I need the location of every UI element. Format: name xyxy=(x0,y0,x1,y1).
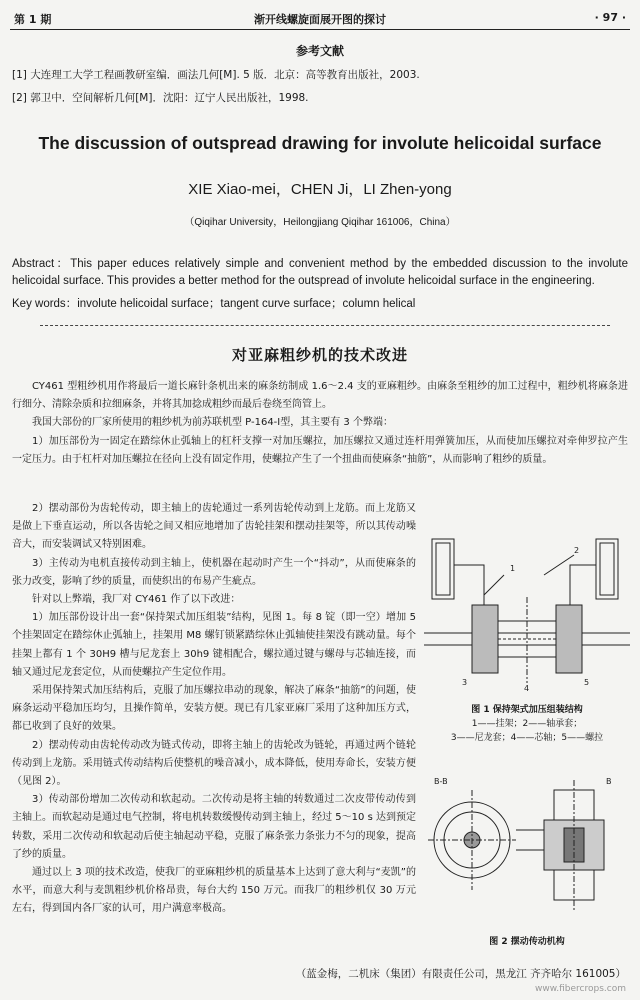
body-text-left-column xyxy=(12,500,416,919)
svg-text:1: 1 xyxy=(510,564,516,573)
figure-2-caption xyxy=(420,935,634,949)
references-heading: 参考文献 xyxy=(295,44,344,58)
paragraph: 1）加压部份设计出一套“保持架式加压组装”结构，见图 1。每 8 锭（即一空）增加 5 个挂架固定在踏综休止弧轴上，挂架用 M8 螺钉锁紧踏综休止弧轴使挂架没有跳动量。每个挂架上都有 1 个 30H9 槽与尼龙套上 30h9 键相配合，螺拉通过键与螺母与芯轴连接，而轴又通过尼龙套定位，从而使螺拉产生定位作用。 xyxy=(12,612,416,678)
page-number: · 97 · xyxy=(594,11,626,24)
reference-item: [2] 郭卫中．空间解析几何[M]．沈阳：辽宁人民出版社，1998. xyxy=(12,92,309,104)
english-abstract xyxy=(12,256,628,289)
figure-2-label-left: B-B xyxy=(434,777,448,786)
section-divider xyxy=(40,325,610,326)
paragraph: 通过以上 3 项的技术改造，使我厂的亚麻粗纱机的质量基本上达到了意大利与“麦凯”的水平，而意大利与麦凯粗纱机价格昂贵，每台大约 150 万元。而我厂的粗纱机仅 30 万元左右，得到国内各厂家的认可，用户满意率极高。 xyxy=(12,867,416,915)
paragraph: 2）摆动传动由齿轮传动改为链式传动，即将主轴上的齿轮改为链轮，再通过两个链轮传动到上龙筋。采用链式传动结构后使整机的噪音减小，成本降低，使用寿命长，安装方便（见图 2）。 xyxy=(12,739,416,788)
abstract-label: Abstract： xyxy=(12,258,71,270)
paragraph: 采用保持架式加压结构后，克服了加压螺拉串动的现象，解决了麻条“抽筋”的问题，使麻条运动平稳加压均匀，且操作简单，安装方便。现已有几家亚麻厂采用了这种加压方式，都已收到了良好的效果。 xyxy=(12,685,416,733)
figure-2-drawing xyxy=(424,770,630,930)
figure-1-drawing xyxy=(424,535,630,695)
paragraph: 3）传动部份增加二次传动和软起动。二次传动是将主轴的转数通过二次皮带传动传到主轴上。而软起动是通过电气控制，将电机转数缓慢传动到主轴上，经过 5～10 s 达到预定转数，采用二次传动和软起动后使主轴起动平稳，克服了麻条张力条张力不匀的现象，提高了纱的质量。 xyxy=(12,794,416,860)
figure-1-caption xyxy=(420,703,634,745)
figure-2-title: 图 2 摆动传动机构 xyxy=(489,937,565,947)
english-article-authors: XIE Xiao-mei，CHEN Ji，LI Zhen-yong xyxy=(188,181,452,198)
issue-label: 第 1 期 xyxy=(14,13,52,26)
svg-text:4: 4 xyxy=(524,684,530,693)
paragraph: CY461 型粗纱机用作将最后一道长麻针条机出来的麻条纺制成 1.6～2.4 支的亚麻粗纱。由麻条至粗纱的加工过程中，粗纱机将麻条进行细分、清除杂质和拉细麻条，并将其加捻成粗纱而最后卷绕至筒管上。 xyxy=(12,381,628,411)
running-header xyxy=(10,8,630,30)
paragraph: 我国大部份的厂家所使用的粗纱机为前苏联机型 P-164-Ⅰ型，其主要有 3 个弊端： xyxy=(32,417,393,429)
body-text-full-top xyxy=(12,378,628,469)
running-title: 渐开线螺旋面展开图的探讨 xyxy=(254,13,386,26)
figure-1-legend: 1——挂架；2——轴承套； xyxy=(471,719,583,729)
article-source: （蓝金梅，二机床（集团）有限责任公司，黑龙江 齐齐哈尔 161005） xyxy=(295,968,626,980)
reference-item: [1] 大连理工大学工程画教研室编．画法几何[M]. 5 版．北京：高等教育出版社，2003. xyxy=(12,69,420,81)
chinese-article-title: 对亚麻粗纱机的技术改进 xyxy=(231,346,408,364)
paragraph: 2）摆动部份为齿轮传动，即主轴上的齿轮通过一系列齿轮传动到上龙筋。而上龙筋又是做上下垂直运动，所以各齿轮之间又相应地增加了齿轮挂架和摆动挂架等，所以其传动噪音大，而安装调试又特别困难。 xyxy=(12,503,416,551)
paragraph: 针对以上弊端，我厂对 CY461 作了以下改进： xyxy=(32,594,241,606)
watermark: www.fibercrops.com xyxy=(535,984,626,994)
paragraph: 3）主传动为电机直接传动到主轴上，使机器在起动时产生一个“抖动”，从而使麻条的张力改变，影响了纱的质量，而使织出的布易产生疵点。 xyxy=(12,557,416,587)
keywords-text: involute helicoidal surface；tangent curve surface；column helical xyxy=(77,298,416,310)
english-keywords xyxy=(12,296,628,312)
figure-2-svg xyxy=(424,770,630,930)
svg-text:3: 3 xyxy=(462,678,468,687)
paragraph: 1）加压部份为一固定在踏综休止弧轴上的杠杆支撑一对加压螺拉，加压螺拉又通过连杆用弹簧加压，从而使加压螺拉对牵伸罗拉产生一定压力。由于杠杆对加压螺拉在径向上没有固定作用，使螺拉产生了一个扭曲而使麻条“抽筋”，从而影响了粗纱的质量。 xyxy=(12,435,628,465)
english-article-title: The discussion of outspread drawing for involute helicoidal surface xyxy=(38,133,602,153)
figure-1-legend: 3——尼龙套；4——芯轴；5——螺拉 xyxy=(450,733,604,743)
figure-1-title: 图 1 保持架式加压组装结构 xyxy=(471,705,583,715)
figure-1-svg xyxy=(424,535,630,695)
figure-2-label-right: B xyxy=(606,777,612,786)
svg-text:2: 2 xyxy=(574,546,580,555)
abstract-text: This paper educes relatively simple and convenient method by the embedded discussion to the involute helicoidal surface. This provides a better method for the outspread of involute helicoidal surface in the engineering. xyxy=(12,258,629,287)
keywords-label: Key words： xyxy=(12,298,78,310)
english-article-affiliation: （Qiqihar University，Heilongjiang Qiqihar 161006，China） xyxy=(184,217,456,228)
svg-text:5: 5 xyxy=(584,678,590,687)
